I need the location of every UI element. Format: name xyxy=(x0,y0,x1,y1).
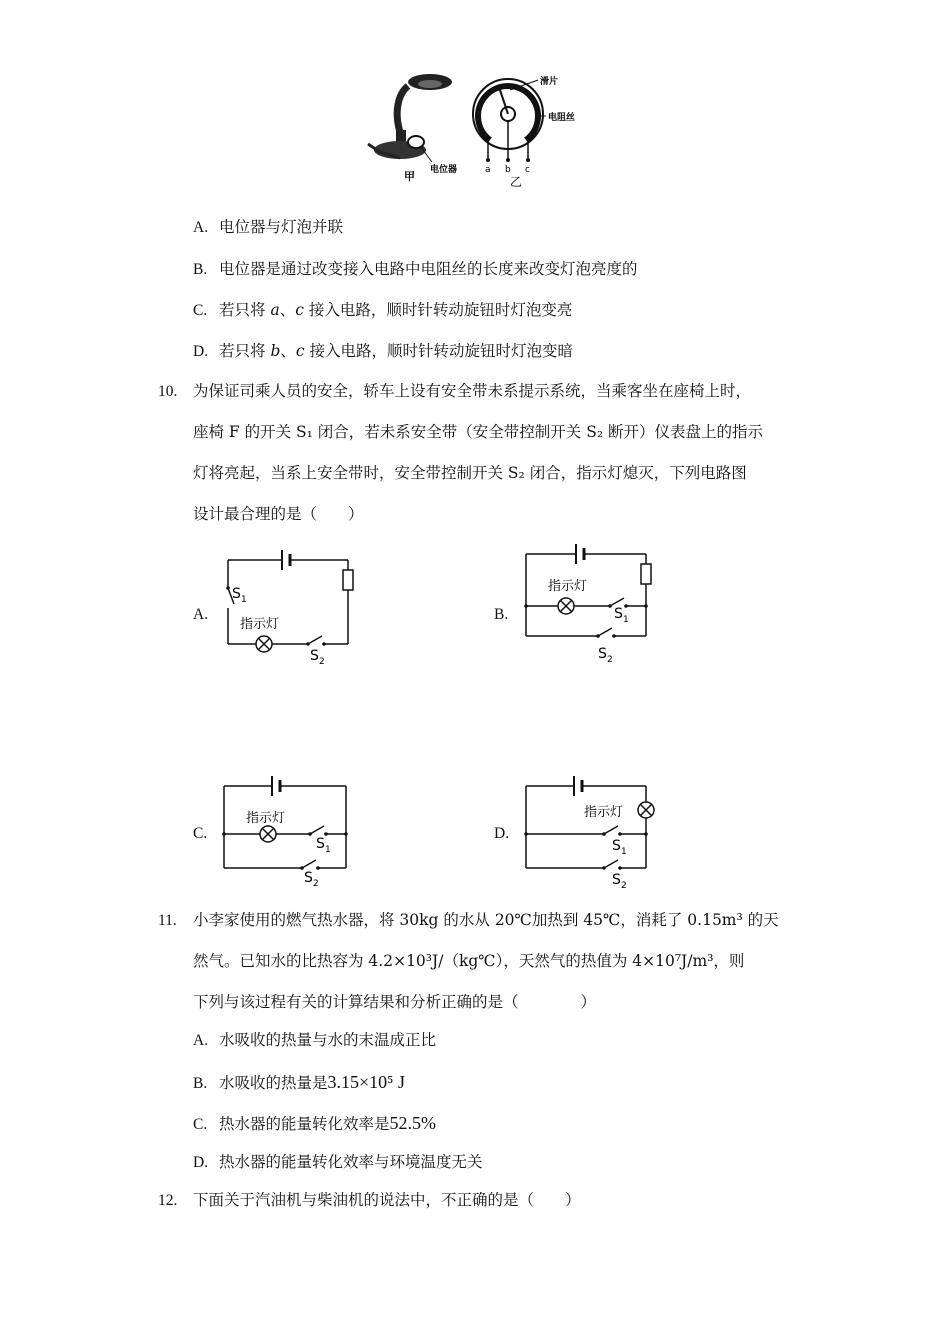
label-s2: S xyxy=(304,870,313,886)
circuit-c xyxy=(210,768,370,888)
label-s1-sub: 1 xyxy=(623,615,629,625)
desk-lamp-image xyxy=(368,74,452,162)
potentiometer-diagram xyxy=(473,79,546,162)
option-letter: C. xyxy=(193,1116,208,1133)
label-s2-sub: 2 xyxy=(313,879,319,888)
terminal-var: c xyxy=(295,301,304,319)
circuit-letter-b: B. xyxy=(494,606,509,623)
option-text-pre: 若只将 xyxy=(219,342,271,360)
label-dianweiqi: 电位器 xyxy=(430,165,458,175)
option-math: 3.15×10⁵ J xyxy=(327,1072,405,1092)
label-s1-sub: 1 xyxy=(621,847,627,857)
q11-line-2: 然气。已知水的比热容为 4.2×10³J/（kg℃），天然气的热值为 4×10⁷J/m³，则 xyxy=(193,952,745,970)
lamp-label: 指示灯 xyxy=(584,805,624,820)
circuit-letter-c: C. xyxy=(193,825,208,842)
circuit-d xyxy=(512,768,672,888)
q10-line-4: 设计最合理的是（ ） xyxy=(193,505,364,523)
terminal-var: b xyxy=(270,342,281,360)
terminal-b: b xyxy=(505,165,511,175)
q11-option-b xyxy=(193,1073,405,1092)
option-text: 热水器的能量转化效率与环境温度无关 xyxy=(219,1153,483,1171)
option-letter: B. xyxy=(193,261,208,278)
q9-option-c xyxy=(193,303,572,319)
q12-text: 下面关于汽油机与柴油机的说法中，不正确的是（ ） xyxy=(193,1191,581,1209)
q10-line-2: 座椅 F 的开关 S₁ 闭合，若未系安全带（安全带控制开关 S₂ 断开）仪表盘上的指示 xyxy=(193,423,763,441)
q10-number: 10. xyxy=(158,383,178,400)
option-letter: A. xyxy=(193,1032,209,1049)
q11-line-3: 下列与该过程有关的计算结果和分析正确的是（ ） xyxy=(193,993,597,1011)
label-s1: S xyxy=(612,838,621,854)
label-s2: S xyxy=(612,872,621,888)
q11-option-a xyxy=(193,1033,436,1049)
q11-option-c xyxy=(193,1114,436,1133)
label-s1: S xyxy=(316,836,325,852)
q12-number: 12. xyxy=(158,1192,178,1209)
option-math: 52.5% xyxy=(389,1113,437,1133)
option-text-mid: 、 xyxy=(280,342,296,360)
option-text: 水吸收的热量是 xyxy=(219,1074,328,1092)
option-letter: B. xyxy=(193,1075,208,1092)
q9-option-a xyxy=(193,220,343,236)
label-s1-sub: 1 xyxy=(241,595,247,605)
label-s1: S xyxy=(232,586,241,602)
label-s2-sub: 2 xyxy=(319,657,325,667)
label-huapian: 滑片 xyxy=(540,77,559,87)
lamp-label: 指示灯 xyxy=(240,617,280,632)
label-dianzusi: 电阻丝 xyxy=(548,113,576,123)
q9-option-d xyxy=(193,344,573,360)
option-letter: D. xyxy=(193,343,209,360)
option-text: 热水器的能量转化效率是 xyxy=(219,1115,390,1133)
circuit-b xyxy=(510,540,670,670)
q10-line-1: 为保证司乘人员的安全，轿车上设有安全带未系提示系统，当乘客坐在座椅上时， xyxy=(193,382,752,400)
circuit-letter-a: A. xyxy=(193,606,209,623)
label-s1-sub: 1 xyxy=(325,845,331,855)
q9-option-b xyxy=(193,262,638,278)
circuit-letter-d: D. xyxy=(494,825,510,842)
terminal-var: a xyxy=(270,301,280,319)
circuit-a xyxy=(210,540,370,670)
lamp-label: 指示灯 xyxy=(548,579,588,594)
option-text: 电位器是通过改变接入电路中电阻丝的长度来改变灯泡亮度的 xyxy=(219,260,638,278)
lamp-label: 指示灯 xyxy=(246,811,286,826)
option-text-post: 接入电路，顺时针转动旋钮时灯泡变暗 xyxy=(304,342,574,360)
option-text-mid: 、 xyxy=(279,301,296,319)
q10-line-3: 灯将亮起，当系上安全带时，安全带控制开关 S₂ 闭合，指示灯熄灭，下列电路图 xyxy=(193,464,747,482)
terminal-c: c xyxy=(525,165,530,175)
label-s2: S xyxy=(310,648,319,664)
terminal-var: c xyxy=(295,342,305,360)
label-s2-sub: 2 xyxy=(621,881,627,888)
option-text: 水吸收的热量与水的末温成正比 xyxy=(219,1031,437,1049)
option-letter: C. xyxy=(193,302,208,319)
option-letter: A. xyxy=(193,219,209,236)
label-s2-sub: 2 xyxy=(607,655,613,665)
label-s1: S xyxy=(614,606,623,622)
option-text: 电位器与灯泡并联 xyxy=(219,218,344,236)
potentiometer-figure xyxy=(360,72,600,192)
q11-option-d xyxy=(193,1155,483,1171)
label-s2: S xyxy=(598,646,607,662)
option-letter: D. xyxy=(193,1154,209,1171)
q11-number: 11. xyxy=(158,912,177,929)
option-text-post: 接入电路，顺时针转动旋钮时灯泡变亮 xyxy=(303,301,573,319)
option-text-pre: 若只将 xyxy=(219,301,271,319)
q11-line-1: 小李家使用的燃气热水器，将 30kg 的水从 20℃加热到 45℃，消耗了 0.15m³ 的天 xyxy=(193,911,779,929)
terminal-a: a xyxy=(485,165,491,175)
label-jia: 甲 xyxy=(404,170,415,183)
label-yi: 乙 xyxy=(510,175,523,189)
